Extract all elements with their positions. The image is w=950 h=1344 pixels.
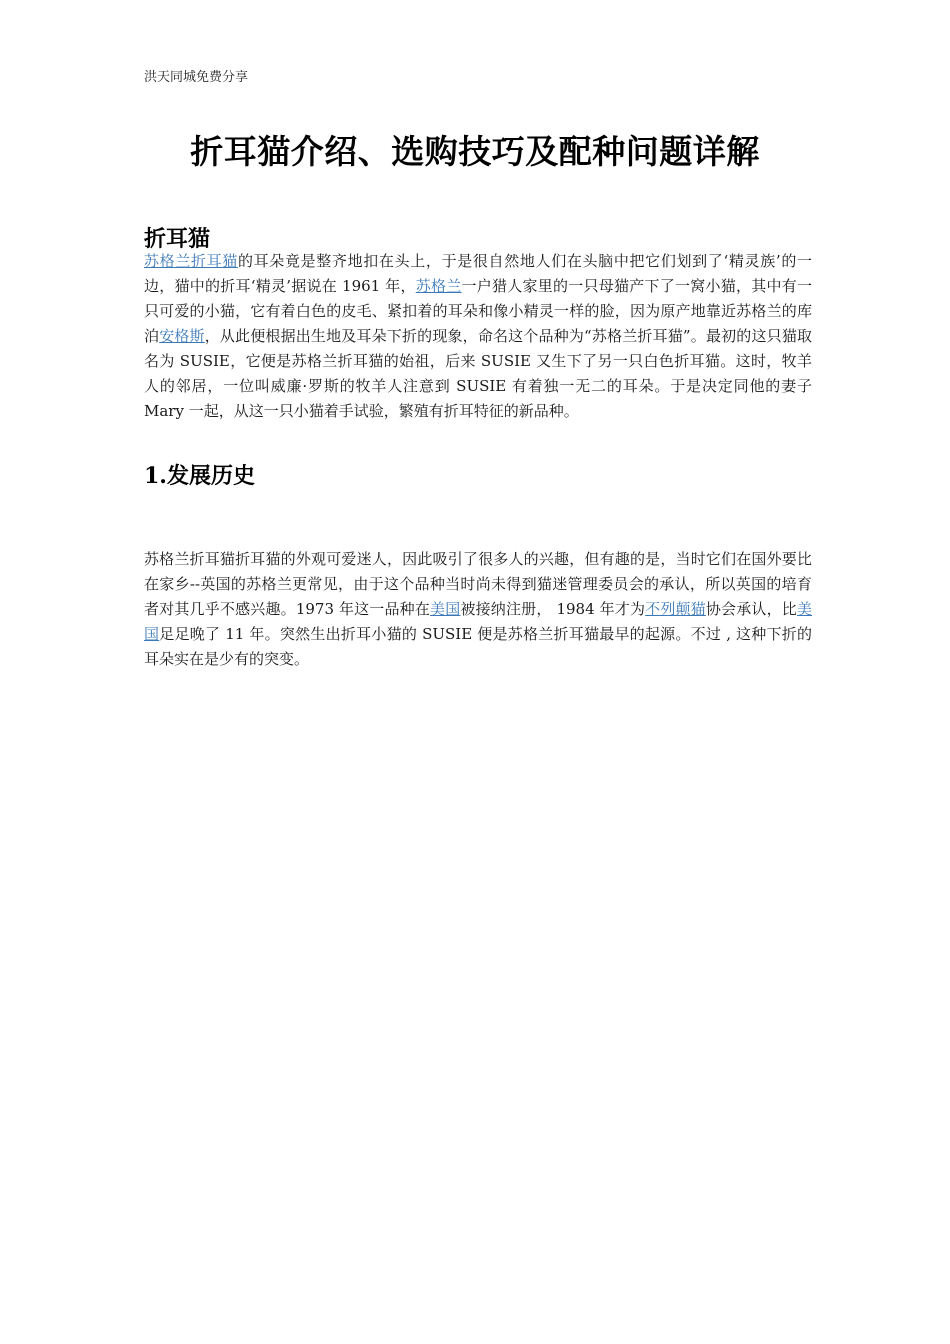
history-text-2: 被接纳注册， 1984 年才为 <box>460 600 646 618</box>
document-title: 折耳猫介绍、选购技巧及配种问题详解 <box>190 132 760 171</box>
link-british-cat[interactable]: 不列颠猫 <box>645 600 706 618</box>
link-angus[interactable]: 安格斯 <box>159 327 205 345</box>
history-text-1: 苏格兰折耳猫折耳猫的外观可爱迷人，因此吸引了很多人的兴趣，但有趣的是，当时它们在国外要比在家乡--英国的苏格兰更常见，由于这个品种当时尚未得到猫迷管理委员会的承认，所以英国的培育者对其几乎不感兴趣。1973 年这一品种在 <box>144 550 812 618</box>
intro-text-2: 一户猎人家里的一只母猫产下了一窝小猫，其中有一只可爱的小猫，它有着白色的皮毛、紧扣着的耳朵和像小精灵一样的脸，因为原产地靠近苏格兰的库泊 <box>144 277 812 345</box>
intro-paragraph <box>144 249 812 424</box>
history-text-4: 足足晚了 11 年。突然生出折耳小猫的 SUSIE 便是苏格兰折耳猫最早的起源。不过 , 这种下折的耳朵实在是少有的突变。 <box>144 625 812 668</box>
intro-text-3: ，从此便根据出生地及耳朵下折的现象，命名这个品种为“苏格兰折耳猫”。最初的这只猫取名为 SUSIE，它便是苏格兰折耳猫的始祖，后来 SUSIE 又生下了另一只白色折耳猫。这时，牧羊人的邻居，一位叫威廉·罗斯的牧羊人注意到 SUSIE 有着独一无二的耳朵。于是决定同他的妻子 Mary 一起，从这一只小猫着手试验，繁殖有折耳特征的新品种。 <box>144 327 812 420</box>
link-usa[interactable]: 美国 <box>430 600 461 618</box>
link-scotland[interactable]: 苏格兰 <box>415 277 462 295</box>
section-heading-history: 1.发展历史 <box>144 463 255 489</box>
link-usa-second[interactable]: 美国 <box>144 600 812 643</box>
history-text-3: 协会承认，比 <box>705 600 797 618</box>
link-scottish-fold[interactable]: 苏格兰折耳猫 <box>144 252 238 270</box>
section-heading-fold-cat: 折耳猫 <box>144 226 211 252</box>
history-paragraph <box>144 547 812 672</box>
page-header: 洪天同城免费分享 <box>144 70 249 85</box>
intro-text-1: 的耳朵竟是整齐地扣在头上，于是很自然地人们在头脑中把它们划到了‘精灵族’的一边，猫中的折耳‘精灵’据说在 1961 年， <box>144 252 812 295</box>
